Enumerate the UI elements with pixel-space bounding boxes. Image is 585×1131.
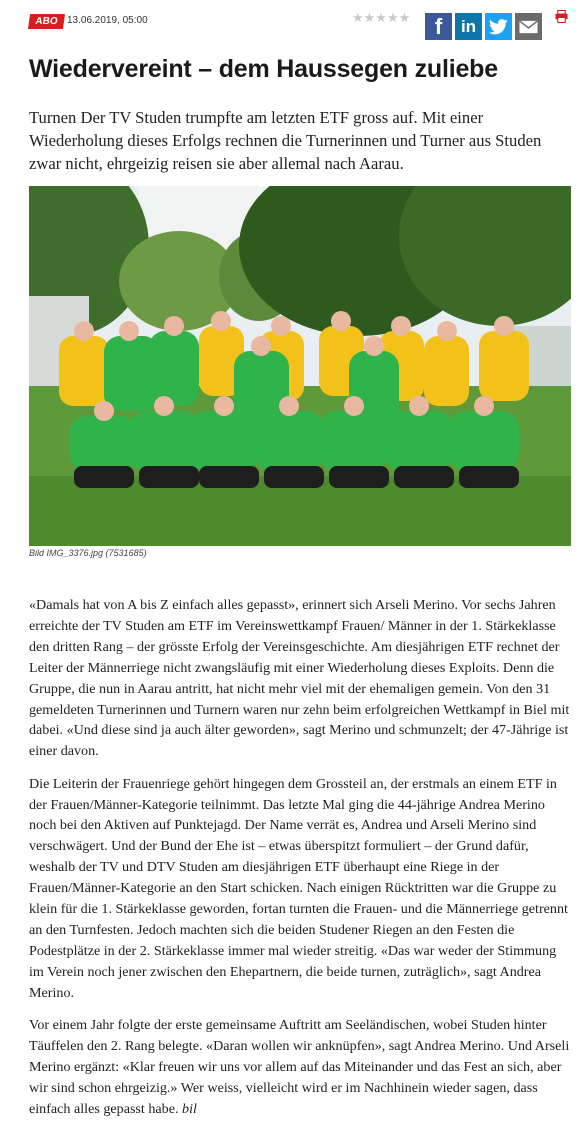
linkedin-share-button[interactable] — [455, 13, 482, 40]
envelope-icon — [519, 20, 538, 34]
publish-date: 13.06.2019, 05:00 — [67, 15, 148, 26]
group-photo-illustration — [29, 186, 571, 546]
article-meta-bar — [29, 10, 574, 42]
body-paragraph: Die Leiterin der Frauenriege gehört hingegen dem Grossteil an, der erstmals an einem ETF in der Frauen/Männer-Kategorie teilnimmt. Das letzte Mal ging die 44-jährige Andrea Merino noch bei den Aktiven auf Punktejagd. Der Name verrät es, Andrea und Arseli Merino sind verschwägert. Und der Bund der Ehe ist – etwas überspitzt formuliert – der Grund dafür, weshalb der TV und DTV Studen am diesjährigen ETF überhaupt eine Riege in der Frauen/Männer-Kategorie an den Start schicken. Nach einigen Rücktritten war die Gruppe zu klein für die 1. Stärkeklasse geworden, fortan turnten die Frauen- und die Männerriege getrennt an den Turnfesten. Jedoch machten sich die beiden Studener Riegen an den Festen die Podestplätze in der 2. Stärkeklasse immer mal wieder streitig. «Das war weder der Stimmung im Verein noch jener zwischen den Ehepartnern, die beide turnen, zuträglich», sagt Andrea Merino. — [29, 775, 568, 1001]
facebook-icon: f — [434, 14, 443, 39]
author-initials: bil — [182, 1100, 197, 1117]
abo-badge: ABO — [28, 14, 65, 29]
twitter-icon — [489, 19, 508, 35]
print-icon[interactable] — [555, 10, 568, 23]
body-paragraph-text: Vor einem Jahr folgte der erste gemeinsame Auftritt am Seeländischen, wobei Studen hinter Täuffelen den 2. Rang belegte. «Daran wollen wir anknüpfen», sagt Andrea Merino. Und Arseli Merino ergänzt: «Klar freuen wir uns vor allem auf das Miteinander und das Fest an sich, aber wir sind schon ehrgeizig.» Wer weiss, vielleicht wird er im Nachhinein wieder sagen, dass einfach alles gepasst habe. — [29, 1017, 570, 1117]
facebook-share-button[interactable] — [425, 13, 452, 40]
email-share-button[interactable] — [515, 13, 542, 40]
article-title: Wiedervereint – dem Haussegen zuliebe — [29, 55, 498, 83]
article-lead: Turnen Der TV Studen trumpfte am letzten ETF gross auf. Mit einer Wiederholung dieses Erfolgs rechnen die Turnerinnen und Turner aus Studen zwar nicht, ehrgeizig reisen sie aber allemal nach Aarau. — [29, 108, 542, 173]
article-body — [29, 595, 574, 1131]
body-paragraph: «Damals hat von A bis Z einfach alles gepasst», erinnert sich Arseli Merino. Vor sechs Jahren erreichte der TV Studen am ETF im Vereinswettkampf Frauen/ Männer in der 1. Stärkeklasse den dritten Rang – der grösste Erfolg der Vereinsgeschichte. Am diesjährigen ETF rechnet der Leiter der Männerriege nicht zwangsläufig mit einer Wiederholung dieses Exploits. Denn die Gruppe, die nun in Aarau antritt, hat nicht mehr viel mit der ehemaligen gemein. Von den 31 gemeldeten Turnerinnen und Turnern waren nur zehn beim erfolgreichen Wettkampf in Biel mit dabei. «Und diese sind ja auch älter geworden», sagt Merino und schmunzelt; der 47-Jährige ist einer davon. — [29, 597, 570, 760]
twitter-share-button[interactable] — [485, 13, 512, 40]
image-caption: Bild IMG_3376.jpg (7531685) — [29, 548, 147, 558]
linkedin-icon: in — [460, 17, 477, 36]
article-photo[interactable] — [29, 186, 571, 546]
body-paragraph — [29, 1015, 574, 1120]
rating-stars[interactable]: ★★★★★ — [352, 11, 411, 26]
